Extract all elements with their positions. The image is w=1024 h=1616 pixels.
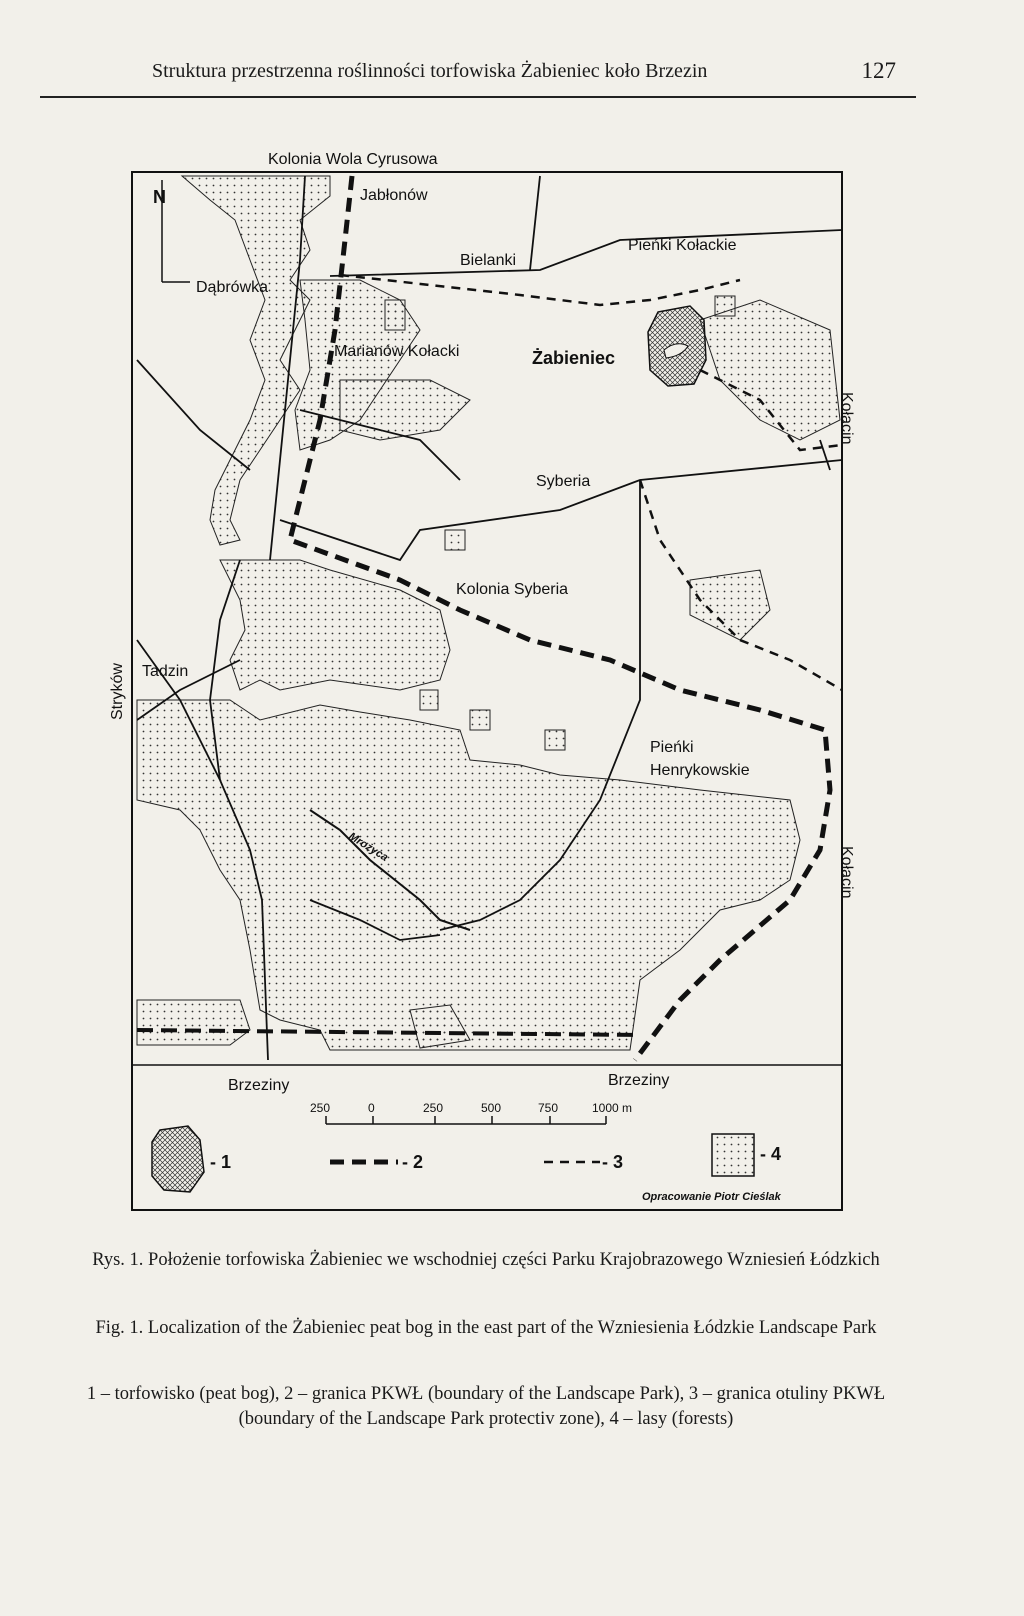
- label-tadzin: Tadzin: [142, 663, 189, 680]
- page-number: 127: [861, 58, 896, 83]
- north-label: N: [153, 187, 166, 207]
- legend-peat-bog-symbol: [152, 1126, 204, 1192]
- scale-bar: [310, 1101, 632, 1124]
- label-zabieniec: Żabieniec: [532, 348, 616, 368]
- scale-tick: 250: [310, 1101, 331, 1115]
- label-brzeziny-left: Brzeziny: [228, 1077, 290, 1094]
- map-credit: Opracowanie Piotr Cieślak: [642, 1191, 781, 1203]
- caption-legend: 1 – torfowisko (peat bog), 2 – granica PKWŁ (boundary of the Landscape Park), 3 – granica otuliny PKWŁ (boundary of the Landscape Park protectiv zone), 4 – lasy (forests): [86, 1384, 886, 1429]
- scale-tick: 250: [423, 1101, 444, 1115]
- label-henrykowskie: Henrykowskie: [650, 762, 750, 779]
- label-strykow: Stryków: [109, 663, 126, 720]
- label-brzeziny-right: Brzeziny: [608, 1072, 670, 1089]
- label-mrozyca: Mrożyca: [346, 830, 391, 864]
- scale-tick: 500: [481, 1101, 502, 1115]
- caption-fig: Fig. 1. Localization of the Żabieniec peat bog in the east part of the Wzniesienia Łódzkie Landscape Park: [95, 1318, 877, 1338]
- scale-tick: 1000 m: [592, 1101, 633, 1115]
- label-bielanki: Bielanki: [460, 252, 517, 269]
- label-syberia: Syberia: [536, 473, 591, 490]
- legend-item-2: - 2: [402, 1152, 424, 1172]
- label-kolonia-syberia: Kolonia Syberia: [456, 581, 569, 598]
- label-kolonia-wola-cyrusowa: Kolonia Wola Cyrusowa: [268, 151, 438, 168]
- label-pienki: Pieńki: [650, 739, 694, 756]
- scale-tick: 750: [538, 1101, 559, 1115]
- label-dabrowka: Dąbrówka: [196, 279, 269, 296]
- scale-tick: 0: [368, 1101, 375, 1115]
- north-arrow: [153, 180, 190, 282]
- map-legend: [152, 1126, 782, 1203]
- label-kolacin-top: Kołacin: [838, 392, 855, 445]
- forest-areas: [137, 176, 840, 1050]
- legend-item-3: - 3: [602, 1152, 624, 1172]
- label-jablonow: Jabłonów: [360, 187, 428, 204]
- label-kolacin-bottom: Kołacin: [838, 846, 855, 899]
- legend-item-4: - 4: [760, 1144, 782, 1164]
- legend-item-1: - 1: [210, 1152, 232, 1172]
- caption-rys: Rys. 1. Położenie torfowiska Żabieniec we wschodniej części Parku Krajobrazowego Wzniesień Łódzkich: [92, 1250, 880, 1270]
- label-pienki-kolackie: Pieńki Kołackie: [628, 237, 737, 254]
- label-marianow-kolacki: Marianów Kołacki: [334, 343, 460, 360]
- running-title: Struktura przestrzenna roślinności torfowiska Żabieniec koło Brzezin: [152, 60, 708, 82]
